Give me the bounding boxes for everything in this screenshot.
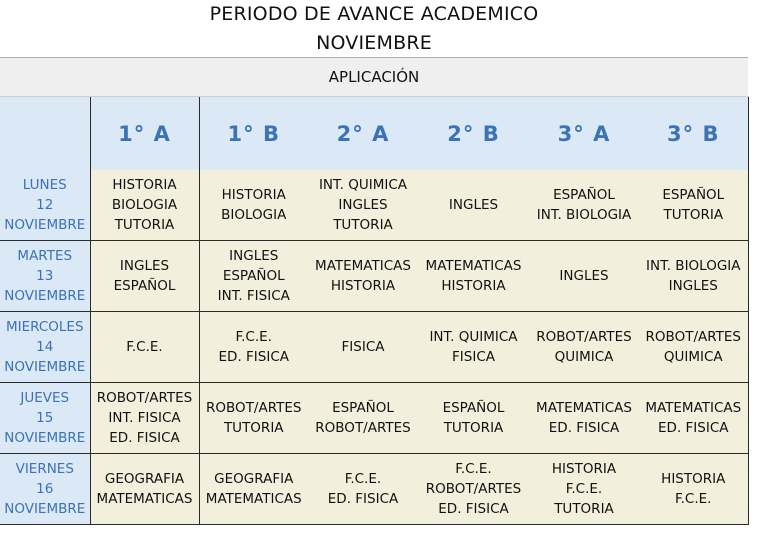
schedule-cell <box>308 454 418 525</box>
schedule-cell <box>199 241 308 312</box>
subject-line: INGLES <box>338 197 388 213</box>
subject-line: F.C.E. <box>455 461 492 477</box>
day-label-line: 12 <box>36 197 54 213</box>
corner-cell <box>0 97 90 171</box>
subject-line: HISTORIA <box>441 278 506 294</box>
schedule-cell <box>90 383 199 454</box>
subject-line: HISTORIA <box>112 177 177 193</box>
subject-line: INT. BIOLOGIA <box>536 207 632 223</box>
subject-line: QUIMICA <box>554 349 614 365</box>
subject-line: TUTORIA <box>223 420 284 436</box>
group-header: 3° A <box>529 97 639 171</box>
day-label-cell <box>0 454 90 525</box>
subject-line: ESPAÑOL <box>332 400 394 416</box>
subject-line: INGLES <box>119 258 170 274</box>
table-row <box>0 383 748 454</box>
schedule-cell <box>639 383 748 454</box>
subject-line: HISTORIA <box>551 461 617 477</box>
subject-line: MATEMATICAS <box>205 491 302 507</box>
subject-line: MATEMATICAS <box>425 258 522 274</box>
subject-line: TUTORIA <box>333 217 393 233</box>
subject-line: INGLES <box>448 197 499 213</box>
subject-line: TUTORIA <box>663 207 724 223</box>
day-label-line: NOVIEMBRE <box>4 217 86 233</box>
schedule-cell <box>639 170 748 241</box>
group-header: 3° B <box>639 97 748 171</box>
day-label-line: LUNES <box>22 177 67 193</box>
table-row <box>0 241 748 312</box>
subject-line: INT. FISICA <box>108 410 181 426</box>
subject-line: ESPAÑOL <box>222 268 285 284</box>
schedule-cell <box>308 312 418 383</box>
subject-line: TUTORIA <box>554 501 614 517</box>
subject-line: HISTORIA <box>330 278 396 294</box>
day-label-line: MIERCOLES <box>5 319 84 335</box>
subject-line: ESPAÑOL <box>553 187 615 203</box>
group-header-row <box>0 97 748 171</box>
subject-line: ESPAÑOL <box>442 400 505 416</box>
subject-line: INGLES <box>668 278 718 294</box>
day-label-line: 16 <box>36 481 54 497</box>
day-label-cell <box>0 312 90 383</box>
subject-line: INT. QUIMICA <box>429 329 518 345</box>
schedule-cell <box>308 383 418 454</box>
schedule-cell <box>90 170 199 241</box>
subject-line: F.C.E. <box>344 471 382 487</box>
group-header: 2° A <box>308 97 418 171</box>
schedule-cell <box>639 312 748 383</box>
subject-line: INT. BIOLOGIA <box>646 258 741 274</box>
schedule-table <box>0 57 749 525</box>
subject-line: INGLES <box>559 268 609 284</box>
table-row <box>0 312 748 383</box>
subject-line: F.C.E. <box>235 329 272 345</box>
subject-line: TUTORIA <box>443 420 504 436</box>
subject-line: FISICA <box>341 339 385 355</box>
subject-line: MATEMATICAS <box>315 258 411 274</box>
group-header: 2° B <box>418 97 529 171</box>
subject-line: ESPAÑOL <box>662 187 725 203</box>
table-row <box>0 454 748 525</box>
subject-line: MATEMATICAS <box>645 400 742 416</box>
page-subtitle: NOVIEMBRE <box>316 32 432 54</box>
subject-line: INGLES <box>229 248 279 264</box>
subject-line: HISTORIA <box>221 187 286 203</box>
schedule-cell <box>529 170 639 241</box>
group-header: 1° B <box>199 97 308 171</box>
schedule-cell <box>418 312 529 383</box>
subject-line: MATEMATICAS <box>536 400 632 416</box>
day-label-line: NOVIEMBRE <box>4 430 86 446</box>
schedule-cell <box>90 454 199 525</box>
day-label-line: 13 <box>36 268 54 284</box>
section-row <box>0 58 748 97</box>
subject-line: INT. QUIMICA <box>318 177 408 193</box>
schedule-cell <box>529 312 639 383</box>
schedule-cell <box>199 312 308 383</box>
schedule-cell <box>639 241 748 312</box>
schedule-cell <box>418 241 529 312</box>
schedule-cell <box>90 241 199 312</box>
schedule-cell <box>308 241 418 312</box>
schedule-cell <box>418 383 529 454</box>
subject-line: ROBOT/ARTES <box>425 481 522 497</box>
schedule-cell <box>639 454 748 525</box>
subject-line: ROBOT/ARTES <box>96 390 193 406</box>
subject-line: HISTORIA <box>661 471 726 487</box>
schedule-cell <box>529 383 639 454</box>
subject-line: GEOGRAFIA <box>214 471 294 487</box>
day-label-line: NOVIEMBRE <box>4 288 86 304</box>
day-label-line: NOVIEMBRE <box>4 501 86 517</box>
subject-line: ROBOT/ARTES <box>536 329 632 345</box>
subject-line: ED. FISICA <box>109 430 180 446</box>
schedule-cell <box>529 241 639 312</box>
subject-line: TUTORIA <box>114 217 175 233</box>
day-label-cell <box>0 241 90 312</box>
subject-line: ED. FISICA <box>218 349 289 365</box>
subject-line: MATEMATICAS <box>96 491 193 507</box>
subject-line: ESPAÑOL <box>113 278 176 294</box>
day-label-line: 14 <box>36 339 54 355</box>
schedule-cell <box>308 170 418 241</box>
day-rows <box>0 170 748 525</box>
schedule-cell <box>418 170 529 241</box>
subject-line: GEOGRAFIA <box>104 471 185 487</box>
day-label-line: VIERNES <box>15 461 74 477</box>
schedule-cell <box>529 454 639 525</box>
group-header: 1° A <box>90 97 199 171</box>
day-label-cell <box>0 383 90 454</box>
subject-line: BIOLOGIA <box>221 207 287 223</box>
subject-line: F.C.E. <box>565 481 603 497</box>
subject-line: ED. FISICA <box>658 420 729 436</box>
day-label-line: MARTES <box>17 248 73 264</box>
subject-line: FISICA <box>452 349 495 365</box>
page-title: PERIODO DE AVANCE ACADEMICO <box>209 3 539 25</box>
subject-line: ED. FISICA <box>438 501 509 517</box>
subject-line: ED. FISICA <box>327 491 399 507</box>
day-label-line: 15 <box>36 410 54 426</box>
schedule-cell <box>199 383 308 454</box>
day-label-line: NOVIEMBRE <box>4 359 86 375</box>
schedule-cell <box>418 454 529 525</box>
day-label-cell <box>0 170 90 241</box>
day-label-line: JUEVES <box>20 390 70 406</box>
subject-line: F.C.E. <box>675 491 712 507</box>
subject-line: ROBOT/ARTES <box>206 400 302 416</box>
section-label: APLICACIÓN <box>0 58 748 97</box>
subject-line: ROBOT/ARTES <box>645 329 741 345</box>
table-row <box>0 170 748 241</box>
subject-line: INT. FISICA <box>217 288 290 304</box>
subject-line: F.C.E. <box>126 339 163 355</box>
subject-line: QUIMICA <box>663 349 723 365</box>
subject-line: ROBOT/ARTES <box>315 420 411 436</box>
schedule-cell <box>199 454 308 525</box>
subject-line: ED. FISICA <box>548 420 620 436</box>
subject-line: BIOLOGIA <box>111 197 178 213</box>
schedule-cell <box>90 312 199 383</box>
schedule-cell <box>199 170 308 241</box>
